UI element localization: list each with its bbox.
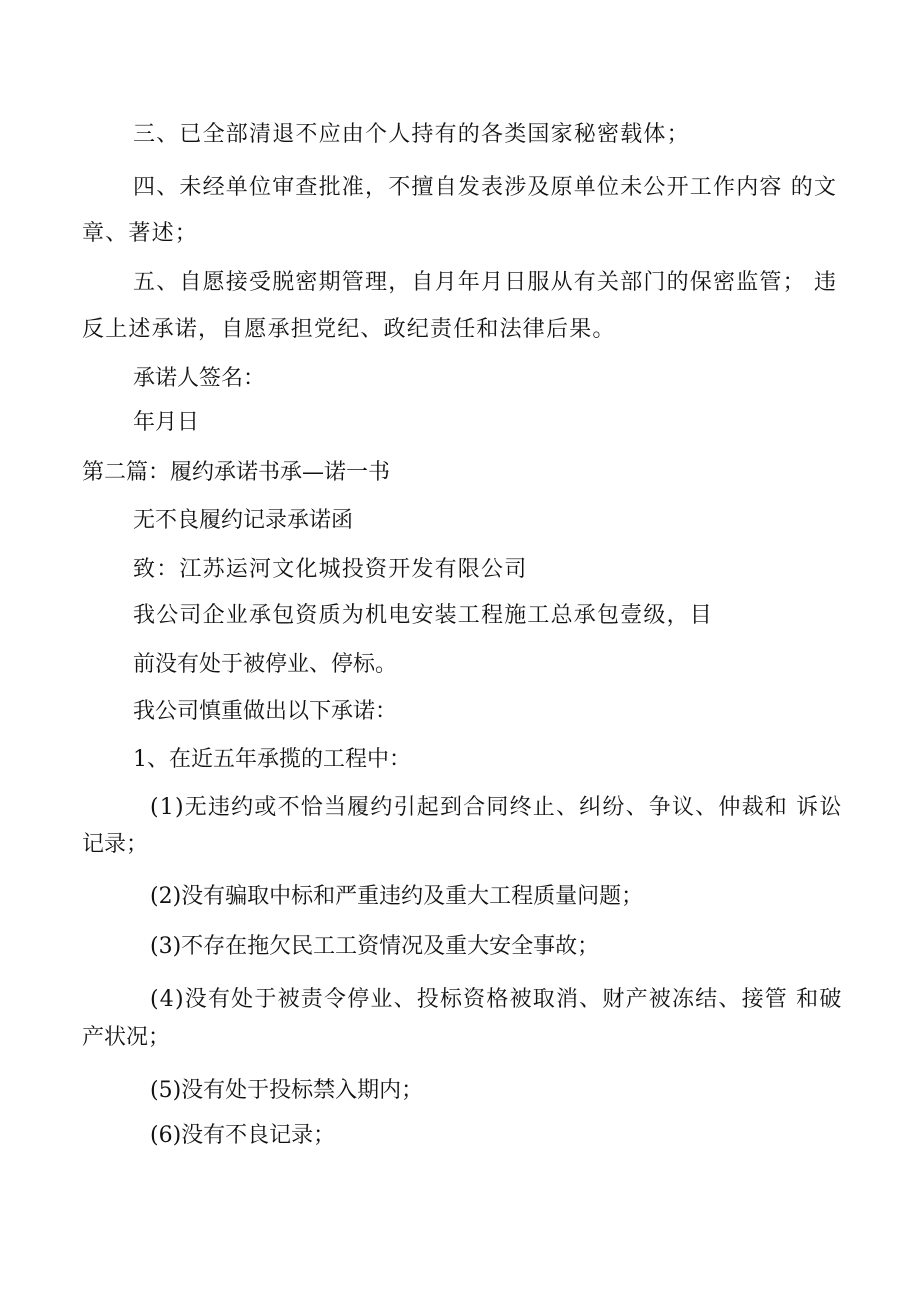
item-5-line-2: 反上述承诺，自愿承担党纪、政纪责任和法律后果。	[82, 317, 616, 342]
addressee: 致：江苏运河文化城投资开发有限公司	[133, 557, 528, 582]
sub-item-6: (6)没有不良记录；	[150, 1123, 336, 1148]
date-label: 年月日	[133, 410, 200, 435]
sub-item-3: (3)不存在拖欠民工工资情况及重大安全事故；	[150, 934, 600, 959]
item-3: 三、已全部清退不应由个人持有的各类国家秘密载体；	[133, 122, 690, 147]
item-4-line-1: 四、未经单位审查批准，不擅自发表涉及原单位未公开工作内容 的文	[133, 175, 838, 200]
sub-item-2: (2)没有骗取中标和严重违约及重大工程质量问题；	[150, 884, 644, 909]
sub-item-5: (5)没有处于投标禁入期内；	[150, 1078, 424, 1103]
point-1: 1、在近五年承揽的工程中：	[133, 747, 411, 772]
qualification-line-2: 前没有处于被停业、停标。	[133, 652, 398, 677]
sub-item-4-line-2: 产状况；	[82, 1025, 171, 1050]
sub-item-1-line-1: (1)无违约或不恰当履约引起到合同终止、纠纷、争议、仲裁和 诉讼	[150, 795, 843, 820]
qualification-line-1: 我公司企业承包资质为机电安装工程施工总承包壹级，目	[133, 603, 714, 628]
item-4-line-2: 章、著述；	[82, 221, 199, 246]
signature-label: 承诺人签名：	[133, 366, 266, 391]
item-5-line-1: 五、自愿接受脱密期管理，自月年月日服从有关部门的保密监管； 违	[133, 270, 838, 295]
section-heading: 第二篇：履约承诺书承—诺一书	[82, 460, 391, 485]
sub-item-1-line-2: 记录；	[82, 832, 149, 857]
letter-title: 无不良履约记录承诺函	[133, 508, 354, 533]
commitment-intro: 我公司慎重做出以下承诺：	[133, 699, 398, 724]
sub-item-4-line-1: (4)没有处于被责令停业、投标资格被取消、财产被冻结、接管 和破	[150, 987, 843, 1012]
